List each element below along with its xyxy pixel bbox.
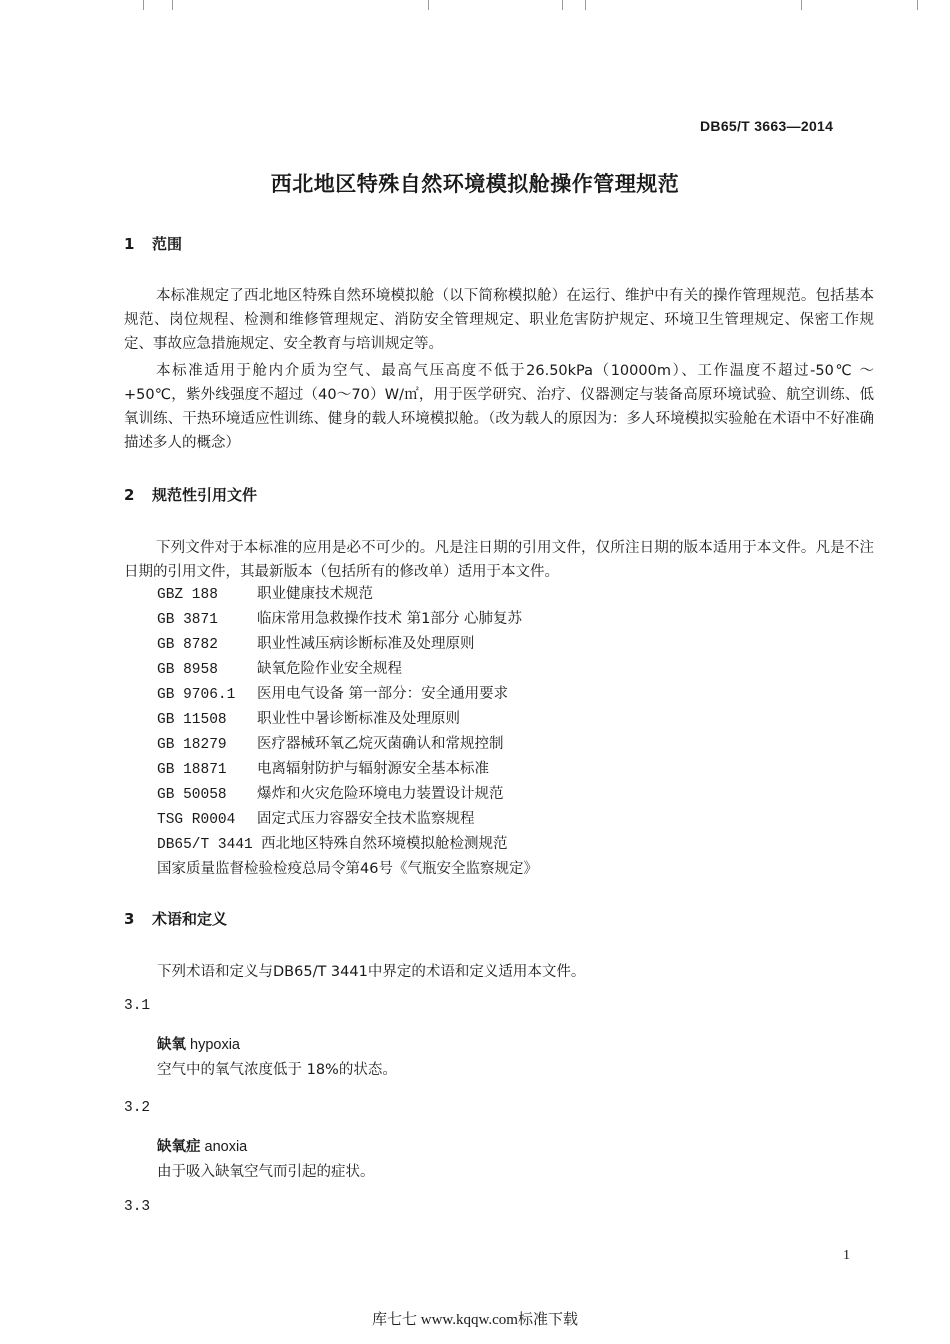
term-en: anoxia [204, 1139, 248, 1155]
section-number: 2 [124, 486, 135, 504]
term-en: hypoxia [190, 1037, 240, 1053]
clause-number: 3.1 [124, 998, 151, 1014]
section-2-paragraph: 下列文件对于本标准的应用是必不可少的。凡是注日期的引用文件，仅所注日期的版本适用于本文件。凡是不注日期的引用文件，其最新版本（包括所有的修改单）适用于本文件。 [124, 540, 874, 580]
footer-watermark: 库七七 www.kqqw.com标准下载 [372, 1312, 578, 1328]
term-heading [157, 1033, 240, 1054]
scan-tick [428, 0, 429, 10]
term-cn: 缺氧症 [157, 1139, 201, 1155]
section-1-paragraph-1: 本标准规定了西北地区特殊自然环境模拟舱（以下简称模拟舱）在运行、维护中有关的操作管理规范。包括基本规范、岗位规程、检测和维修管理规定、消防安全管理规定、职业危害防护规定、环境卫生管理规定、保密工作规定、事故应急措施规定、安全教育与培训规定等。 [124, 288, 874, 352]
clause-number: 3.2 [124, 1100, 151, 1116]
scan-tick [143, 0, 144, 10]
term-definition: 空气中的氧气浓度低于 18%的状态。 [157, 1062, 397, 1078]
reference-code: GB 9706.1 [157, 687, 236, 703]
scan-tick [172, 0, 173, 10]
reference-title: 电离辐射防护与辐射源安全基本标准 [257, 761, 489, 777]
section-title: 规范性引用文件 [152, 486, 258, 504]
reference-code: GB 8782 [157, 637, 218, 653]
section-title: 范围 [152, 235, 183, 253]
reference-title: 西北地区特殊自然环境模拟舱检测规范 [261, 836, 508, 852]
clause-number: 3.3 [124, 1199, 151, 1215]
reference-title: 职业性中暑诊断标准及处理原则 [257, 711, 460, 727]
reference-code: GB 8958 [157, 662, 218, 678]
term-heading [157, 1135, 247, 1156]
section-title: 术语和定义 [152, 910, 228, 928]
reference-code: GB 50058 [157, 787, 227, 803]
document-code: DB65/T 3663—2014 [700, 118, 834, 134]
reference-item [157, 757, 489, 783]
reference-item [157, 632, 475, 658]
document-title: 西北地区特殊自然环境模拟舱操作管理规范 [270, 172, 680, 196]
reference-code: GBZ 188 [157, 587, 218, 603]
reference-title: 职业性减压病诊断标准及处理原则 [257, 636, 475, 652]
reference-item [157, 607, 522, 633]
reference-title: 爆炸和火灾危险环境电力装置设计规范 [257, 786, 504, 802]
term-definition: 由于吸入缺氧空气而引起的症状。 [157, 1164, 375, 1180]
reference-item [157, 832, 508, 858]
reference-title: 临床常用急救操作技术 第1部分 心肺复苏 [257, 611, 522, 627]
section-2-heading [124, 484, 257, 505]
reference-code: GB 18279 [157, 737, 227, 753]
reference-item [157, 707, 460, 733]
reference-item [157, 732, 504, 758]
reference-title: 缺氧危险作业安全规程 [257, 661, 402, 677]
reference-title: 医用电气设备 第一部分：安全通用要求 [257, 686, 509, 702]
reference-item [157, 582, 373, 608]
section-number: 3 [124, 910, 135, 928]
reference-code: TSG R0004 [157, 812, 236, 828]
reference-code: GB 18871 [157, 762, 227, 778]
section-1-heading [124, 233, 182, 254]
reference-item [157, 657, 402, 683]
reference-code: GB 3871 [157, 612, 218, 628]
reference-item [157, 682, 508, 708]
scan-tick [585, 0, 586, 10]
scan-tick [917, 0, 918, 10]
reference-title: 医疗器械环氧乙烷灭菌确认和常规控制 [257, 736, 504, 752]
section-3-heading [124, 908, 227, 929]
reference-extra: 国家质量监督检验检疫总局令第46号《气瓶安全监察规定》 [157, 861, 538, 877]
section-1-paragraph-2: 本标准适用于舱内介质为空气、最高气压高度不低于26.50kPa（10000m）、工作温度不超过-50℃ ～ +50℃，紫外线强度不超过（40～70）W/㎡，用于医学研究、治疗、仪器测定与装备高原环境试验、航空训练、低氧训练、干热环境适应性训练、健身的载人环境模拟舱。（改为载人的原因为：多人环境模拟实验舱在术语中不好准确描述多人的概念） [124, 363, 874, 451]
reference-item [157, 782, 504, 808]
section-3-paragraph: 下列术语和定义与DB65/T 3441中界定的术语和定义适用本文件。 [157, 964, 586, 980]
reference-title: 固定式压力容器安全技术监察规程 [257, 811, 475, 827]
reference-title: 职业健康技术规范 [257, 586, 373, 602]
reference-code: GB 11508 [157, 712, 227, 728]
scan-tick [801, 0, 802, 10]
page-number: 1 [843, 1248, 850, 1263]
scan-tick [562, 0, 563, 10]
reference-code: DB65/T 3441 [157, 837, 253, 853]
section-number: 1 [124, 235, 135, 253]
term-cn: 缺氧 [157, 1037, 186, 1053]
reference-item [157, 807, 475, 833]
